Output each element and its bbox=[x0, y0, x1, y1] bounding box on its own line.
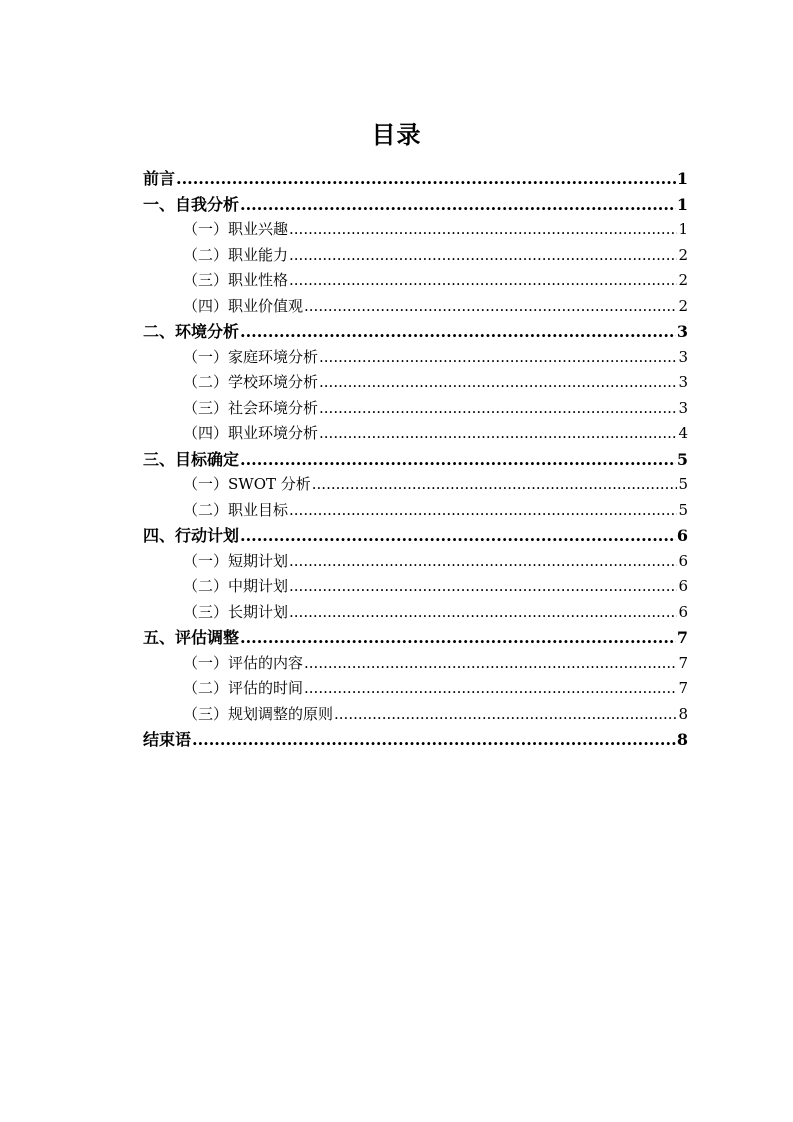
toc-entry-label: （四）职业价值观 bbox=[183, 296, 304, 315]
toc-entry-label: 前言 bbox=[143, 169, 176, 188]
toc-entry-label: （一）评估的内容 bbox=[183, 653, 304, 672]
toc-entry-label: （一）职业兴趣 bbox=[183, 220, 289, 238]
toc-entry-section[interactable] bbox=[143, 243, 688, 269]
toc-entry-section[interactable] bbox=[143, 217, 688, 243]
toc-entry-page-number: 3 bbox=[678, 398, 688, 417]
toc-entry-section[interactable] bbox=[143, 574, 688, 600]
toc-entry-label: （二）中期计划 bbox=[183, 577, 289, 595]
toc-entry-section[interactable] bbox=[143, 345, 688, 371]
toc-entry-label: 三、目标确定 bbox=[143, 449, 240, 469]
toc-entry-section[interactable] bbox=[143, 549, 688, 575]
toc-entry-page-number: 5 bbox=[678, 500, 688, 519]
toc-entry-page-number: 1 bbox=[676, 169, 688, 188]
toc-entry-label: （三）职业性格 bbox=[183, 271, 289, 289]
toc-entry-chapter[interactable] bbox=[143, 166, 688, 192]
toc-dot-leader bbox=[240, 192, 676, 218]
toc-entry-page-number: 3 bbox=[678, 347, 688, 366]
toc-dot-leader bbox=[240, 319, 676, 345]
toc-entry-label: （一）家庭环境分析 bbox=[183, 347, 319, 366]
toc-entry-page-number: 3 bbox=[676, 322, 688, 341]
toc-entry-page-number: 6 bbox=[676, 526, 688, 545]
toc-dot-leader bbox=[304, 294, 677, 320]
toc-entry-page-number: 7 bbox=[678, 679, 688, 697]
toc-entry-section[interactable] bbox=[143, 676, 688, 702]
toc-dot-leader bbox=[304, 651, 677, 677]
toc-entry-section[interactable] bbox=[143, 472, 688, 498]
toc-entry-label: （一）SWOT 分析 bbox=[183, 475, 311, 493]
toc-dot-leader bbox=[289, 217, 677, 243]
toc-dot-leader bbox=[240, 625, 676, 651]
toc-entry-chapter[interactable] bbox=[143, 192, 688, 218]
toc-entry-section[interactable] bbox=[143, 268, 688, 294]
toc-dot-leader bbox=[240, 523, 676, 549]
toc-entry-label: 一、自我分析 bbox=[143, 194, 240, 214]
toc-dot-leader bbox=[334, 702, 677, 728]
toc-dot-leader bbox=[312, 472, 678, 498]
toc-entry-page-number: 5 bbox=[678, 475, 688, 493]
toc-entry-label: （二）职业目标 bbox=[183, 500, 289, 519]
toc-entry-label: 结束语 bbox=[143, 730, 192, 749]
toc-dot-leader bbox=[319, 396, 677, 422]
toc-entry-section[interactable] bbox=[143, 294, 688, 320]
table-of-contents bbox=[143, 166, 688, 753]
toc-dot-leader bbox=[289, 600, 677, 626]
toc-entry-label: （三）规划调整的原则 bbox=[183, 704, 334, 723]
toc-dot-leader bbox=[319, 421, 677, 447]
toc-dot-leader bbox=[192, 727, 676, 753]
toc-dot-leader bbox=[289, 549, 677, 575]
toc-entry-chapter[interactable] bbox=[143, 727, 688, 753]
toc-dot-leader bbox=[289, 498, 677, 524]
toc-dot-leader bbox=[176, 166, 676, 192]
toc-entry-page-number: 2 bbox=[678, 271, 688, 289]
toc-dot-leader bbox=[304, 676, 677, 702]
toc-entry-section[interactable] bbox=[143, 498, 688, 524]
toc-entry-page-number: 3 bbox=[678, 373, 688, 391]
toc-dot-leader bbox=[240, 447, 676, 473]
toc-dot-leader bbox=[289, 243, 677, 269]
toc-entry-chapter[interactable] bbox=[143, 523, 688, 549]
toc-entry-label: （二）学校环境分析 bbox=[183, 373, 319, 391]
toc-entry-section[interactable] bbox=[143, 421, 688, 447]
toc-entry-section[interactable] bbox=[143, 370, 688, 396]
toc-entry-page-number: 7 bbox=[676, 628, 688, 647]
toc-dot-leader bbox=[289, 268, 677, 294]
toc-entry-page-number: 1 bbox=[676, 194, 688, 214]
toc-entry-page-number: 4 bbox=[678, 424, 688, 442]
toc-entry-section[interactable] bbox=[143, 600, 688, 626]
toc-entry-page-number: 5 bbox=[676, 449, 688, 469]
toc-entry-chapter[interactable] bbox=[143, 319, 688, 345]
toc-entry-page-number: 6 bbox=[678, 602, 688, 621]
toc-entry-page-number: 2 bbox=[678, 245, 688, 264]
toc-dot-leader bbox=[319, 370, 677, 396]
toc-entry-chapter[interactable] bbox=[143, 625, 688, 651]
toc-dot-leader bbox=[289, 574, 677, 600]
toc-entry-label: （一）短期计划 bbox=[183, 551, 289, 570]
toc-entry-section[interactable] bbox=[143, 651, 688, 677]
toc-entry-label: （二）职业能力 bbox=[183, 245, 289, 264]
toc-title: 目录 bbox=[371, 120, 422, 149]
toc-entry-section[interactable] bbox=[143, 396, 688, 422]
toc-entry-label: 四、行动计划 bbox=[143, 526, 240, 545]
toc-entry-page-number: 1 bbox=[678, 220, 688, 238]
toc-entry-page-number: 7 bbox=[678, 653, 688, 672]
toc-entry-label: （四）职业环境分析 bbox=[183, 424, 319, 442]
toc-entry-page-number: 2 bbox=[678, 296, 688, 315]
toc-entry-page-number: 6 bbox=[678, 551, 688, 570]
toc-entry-label: （三）长期计划 bbox=[183, 602, 289, 621]
toc-entry-label: （三）社会环境分析 bbox=[183, 398, 319, 417]
toc-entry-label: 五、评估调整 bbox=[143, 628, 240, 647]
toc-entry-label: 二、环境分析 bbox=[143, 322, 240, 341]
toc-entry-label: （二）评估的时间 bbox=[183, 679, 304, 697]
toc-entry-section[interactable] bbox=[143, 702, 688, 728]
toc-entry-page-number: 6 bbox=[678, 577, 688, 595]
toc-entry-chapter[interactable] bbox=[143, 447, 688, 473]
toc-dot-leader bbox=[319, 345, 677, 371]
toc-entry-page-number: 8 bbox=[676, 730, 688, 749]
toc-entry-page-number: 8 bbox=[678, 704, 688, 723]
